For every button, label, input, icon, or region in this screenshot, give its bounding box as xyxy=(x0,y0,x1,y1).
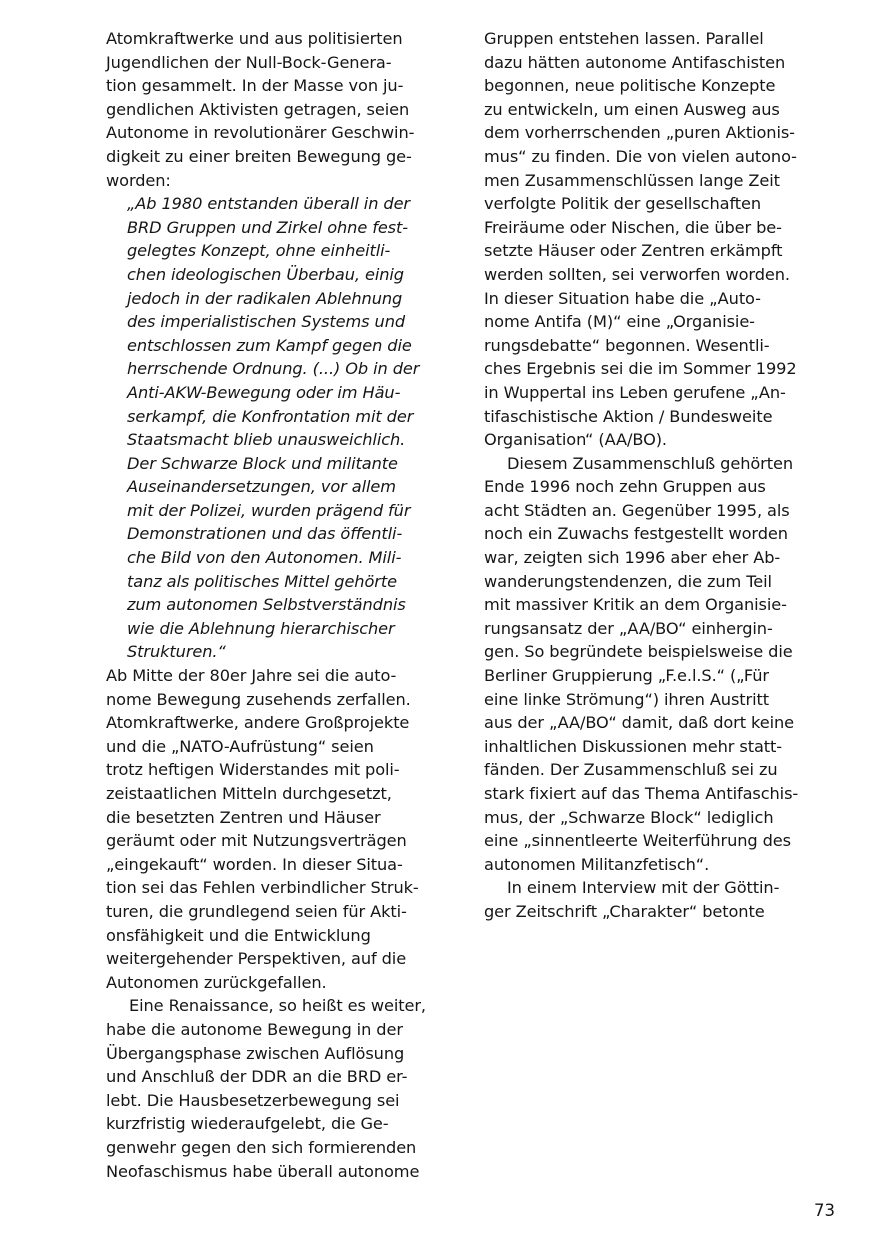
quote-line: Demonstrationen und das öffentli- xyxy=(127,524,403,544)
text-line: tifaschistische Aktion / Bundesweite xyxy=(484,406,773,426)
text-line: werden sollten, sei verworfen worden. xyxy=(484,264,790,284)
quote-line: Der Schwarze Block und militante xyxy=(127,453,398,473)
text-line: wanderungstendenzen, die zum Teil xyxy=(484,571,772,591)
text-line: In einem Interview mit der Göttin- xyxy=(507,878,780,898)
text-line: und Anschluß der DDR an die BRD er- xyxy=(106,1067,408,1087)
text-line: dazu hätten autonome Antifaschisten xyxy=(484,52,786,72)
text-line: kurzfristig wiederaufgelebt, die Ge- xyxy=(106,1114,389,1134)
text-line: men Zusammenschlüssen lange Zeit xyxy=(484,170,780,190)
text-line: mus“ zu finden. Die von vielen autono- xyxy=(484,146,797,166)
text-line: geräumt oder mit Nutzungsverträgen xyxy=(106,831,407,851)
quote-line: entschlossen zum Kampf gegen die xyxy=(127,335,412,355)
text-line: tion sei das Fehlen verbindlicher Struk- xyxy=(106,878,419,898)
quote-line: Anti-AKW-Bewegung oder im Häu- xyxy=(127,382,401,402)
text-line: gendlichen Aktivisten getragen, seien xyxy=(106,99,410,119)
text-line: lebt. Die Hausbesetzerbewegung sei xyxy=(106,1090,400,1110)
left-column xyxy=(106,27,451,1183)
text-line: war, zeigten sich 1996 aber eher Ab- xyxy=(484,548,781,568)
paragraph xyxy=(484,876,829,923)
text-line: eine „sinnentleerte Weiterführung des xyxy=(484,831,791,851)
paragraph xyxy=(106,664,451,994)
text-line: zu entwickeln, um einen Ausweg aus xyxy=(484,99,780,119)
text-line: zeistaatlichen Mitteln durchgesetzt, xyxy=(106,784,392,803)
text-line: und die „NATO-Aufrüstung“ seien xyxy=(106,736,374,756)
quote-line: Staatsmacht blieb unausweichlich. xyxy=(127,430,406,450)
text-line: Atomkraftwerke und aus politisierten xyxy=(106,29,403,48)
text-line: genwehr gegen den sich formierenden xyxy=(106,1137,417,1157)
text-line: Freiräume oder Nischen, die über be- xyxy=(484,217,782,237)
text-line: digkeit zu einer breiten Bewegung ge- xyxy=(106,146,412,166)
text-line: acht Städten an. Gegenüber 1995, als xyxy=(484,500,790,520)
text-line: Berliner Gruppierung „F.e.l.S.“ („Für xyxy=(484,666,769,686)
text-line: aus der „AA/BO“ damit, daß dort keine xyxy=(484,713,795,733)
text-line: „eingekauft“ worden. In dieser Situa- xyxy=(106,854,403,874)
text-line: Ab Mitte der 80er Jahre sei die auto- xyxy=(106,666,397,686)
text-line: ger Zeitschrift „Charakter“ betonte xyxy=(484,901,765,921)
text-line: nome Bewegung zusehends zerfallen. xyxy=(106,689,411,709)
text-line: begonnen, neue politische Konzepte xyxy=(484,76,776,96)
text-line: Autonomen zurückgefallen. xyxy=(106,972,327,992)
text-line: Atomkraftwerke, andere Großprojekte xyxy=(106,713,410,733)
text-line: habe die autonome Bewegung in der xyxy=(106,1019,403,1039)
text-line: Gruppen entstehen lassen. Parallel xyxy=(484,29,764,48)
text-line: rungsdebatte“ begonnen. Wesentli- xyxy=(484,335,770,355)
text-line: stark fixiert auf das Thema Antifaschis- xyxy=(484,784,799,803)
text-line: dem vorherrschenden „puren Aktionis- xyxy=(484,123,795,143)
paragraph xyxy=(106,994,451,1183)
text-line: weitergehender Perspektiven, auf die xyxy=(106,949,407,969)
quote-line: zum autonomen Selbstverständnis xyxy=(127,595,406,615)
text-line: verfolgte Politik der gesellschaften xyxy=(484,194,762,214)
text-line: inhaltlichen Diskussionen mehr statt- xyxy=(484,736,783,756)
text-line: Neofaschismus habe überall autonome xyxy=(106,1161,420,1181)
text-line: nome Antifa (M)“ eine „Organisie- xyxy=(484,312,755,332)
quote-line: serkampf, die Konfrontation mit der xyxy=(127,406,414,426)
text-line: onsfähigkeit und die Entwicklung xyxy=(106,925,371,945)
quote-line: wie die Ablehnung hierarchischer xyxy=(127,618,395,638)
text-line: in Wuppertal ins Leben gerufene „An- xyxy=(484,382,786,402)
quote-line: BRD Gruppen und Zirkel ohne fest- xyxy=(127,217,409,237)
text-line: worden: xyxy=(106,170,171,190)
text-line: Autonome in revolutionärer Geschwin- xyxy=(106,123,415,143)
text-line: Organisation“ (AA/BO). xyxy=(484,430,667,450)
text-line: In dieser Situation habe die „Auto- xyxy=(484,288,761,308)
text-line: Jugendlichen der Null-Bock-Genera- xyxy=(106,52,392,72)
quote-line: Strukturen.“ xyxy=(127,642,226,662)
quote-line: Auseinandersetzungen, vor allem xyxy=(127,477,396,497)
text-line: gen. So begründete beispielsweise die xyxy=(484,642,793,662)
text-line: noch ein Zuwachs festgestellt worden xyxy=(484,524,788,544)
text-line: eine linke Strömung“) ihren Austritt xyxy=(484,689,769,709)
block-quote xyxy=(106,192,451,664)
quote-line: mit der Polizei, wurden prägend für xyxy=(127,500,411,520)
paragraph xyxy=(106,27,451,192)
quote-line: gelegtes Konzept, ohne einheitli- xyxy=(127,241,391,261)
page-number: 73 xyxy=(814,1201,835,1220)
text-line: Übergangsphase zwischen Auflösung xyxy=(106,1043,405,1063)
text-line: mit massiver Kritik an dem Organisie- xyxy=(484,595,787,615)
text-line: rungsansatz der „AA/BO“ einhergin- xyxy=(484,618,773,638)
text-line: die besetzten Zentren und Häuser xyxy=(106,807,381,827)
text-line: tion gesammelt. In der Masse von ju- xyxy=(106,76,404,96)
paragraph xyxy=(484,452,829,877)
text-line: turen, die grundlegend seien für Akti- xyxy=(106,901,407,921)
text-line: autonomen Militanzfetisch“. xyxy=(484,854,710,874)
text-line: setzte Häuser oder Zentren erkämpft xyxy=(484,241,783,261)
quote-line: des imperialistischen Systems und xyxy=(127,312,406,332)
quote-line: chen ideologischen Überbau, einig xyxy=(127,264,404,284)
text-line: trotz heftigen Widerstandes mit poli- xyxy=(106,760,400,780)
paragraph xyxy=(484,27,829,452)
text-line: Diesem Zusammenschluß gehörten xyxy=(507,453,793,473)
quote-line: tanz als politisches Mittel gehörte xyxy=(127,571,397,591)
quote-line: „Ab 1980 entstanden überall in der xyxy=(127,194,410,214)
quote-line: jedoch in der radikalen Ablehnung xyxy=(127,288,403,308)
quote-line: herrschende Ordnung. (...) Ob in der xyxy=(127,359,420,379)
text-line: ches Ergebnis sei die im Sommer 1992 xyxy=(484,359,797,379)
text-line: fänden. Der Zusammenschluß sei zu xyxy=(484,760,778,780)
right-column xyxy=(484,27,829,924)
quote-line: che Bild von den Autonomen. Mili- xyxy=(127,548,402,568)
text-line: Ende 1996 noch zehn Gruppen aus xyxy=(484,477,766,497)
text-line: mus, der „Schwarze Block“ lediglich xyxy=(484,807,774,827)
text-line: Eine Renaissance, so heißt es weiter, xyxy=(129,996,426,1016)
